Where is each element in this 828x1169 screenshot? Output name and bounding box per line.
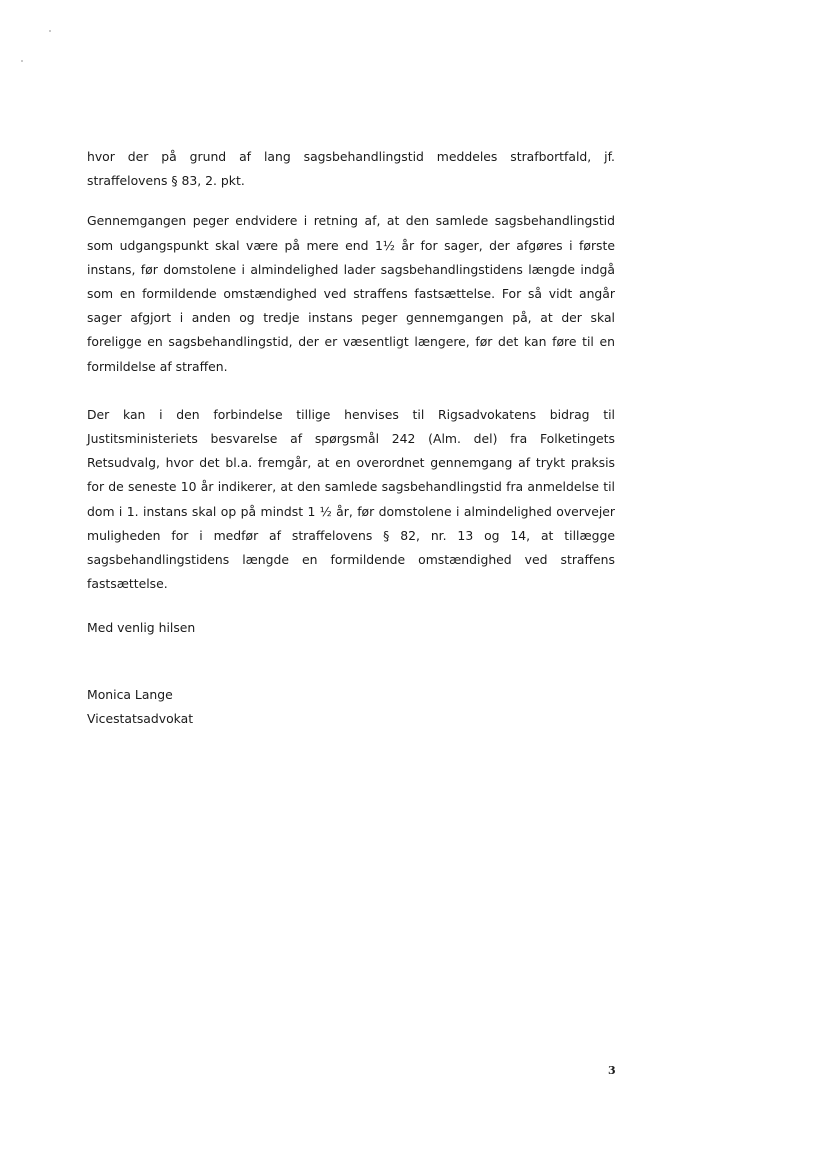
body-paragraph: Gennemgangen peger endvidere i retning af, at den samlede sagsbehandlingstid som udgangspunkt skal være på mere end 1½ år for sager, der afgøres i første instans, før domstolene i almindelighed lader sagsbehandlingstidens længde indgå som en formildende omstændighed ved straffens fastsættelse. For så vidt angår sager afgjort i anden og tredje instans peger gennemgangen på, at der skal foreligge en sagsbehandlingstid, der er væsentligt længere, før det kan føre til en formildelse af straffen. — [87, 213, 615, 374]
signatory-title: Vicestatsadvokat — [87, 710, 194, 726]
letter-body — [87, 145, 615, 731]
closing-salutation: Med venlig hilsen — [87, 620, 196, 636]
signatory-name: Monica Lange — [87, 686, 173, 702]
page-number: 3 — [608, 1064, 616, 1077]
body-paragraph: Der kan i den forbindelse tillige henvises til Rigsadvokatens bidrag til Justitsministeriets besvarelse af spørgsmål 242 (Alm. del) fra Folketingets Retsudvalg, hvor det bl.a. fremgår, at en overordnet gennemgang af trykt praksis for de seneste 10 år indikerer, at den samlede sagsbehandlingstid fra anmeldelse til dom i 1. instans skal op på mindst 1 ½ år, før domstolene i almindelighed overvejer muligheden for i medfør af straffelovens § 82, nr. 13 og 14, at tillægge sagsbehandlingstidens længde en formildende omstændighed ved straffens fastsættelse. — [87, 406, 615, 592]
signature-block — [87, 683, 615, 731]
body-paragraph: hvor der på grund af lang sagsbehandlingstid meddeles strafbortfald, jf. straffelovens § 83, 2. pkt. — [87, 149, 615, 189]
scan-speck — [49, 30, 51, 32]
scan-speck — [21, 60, 23, 62]
